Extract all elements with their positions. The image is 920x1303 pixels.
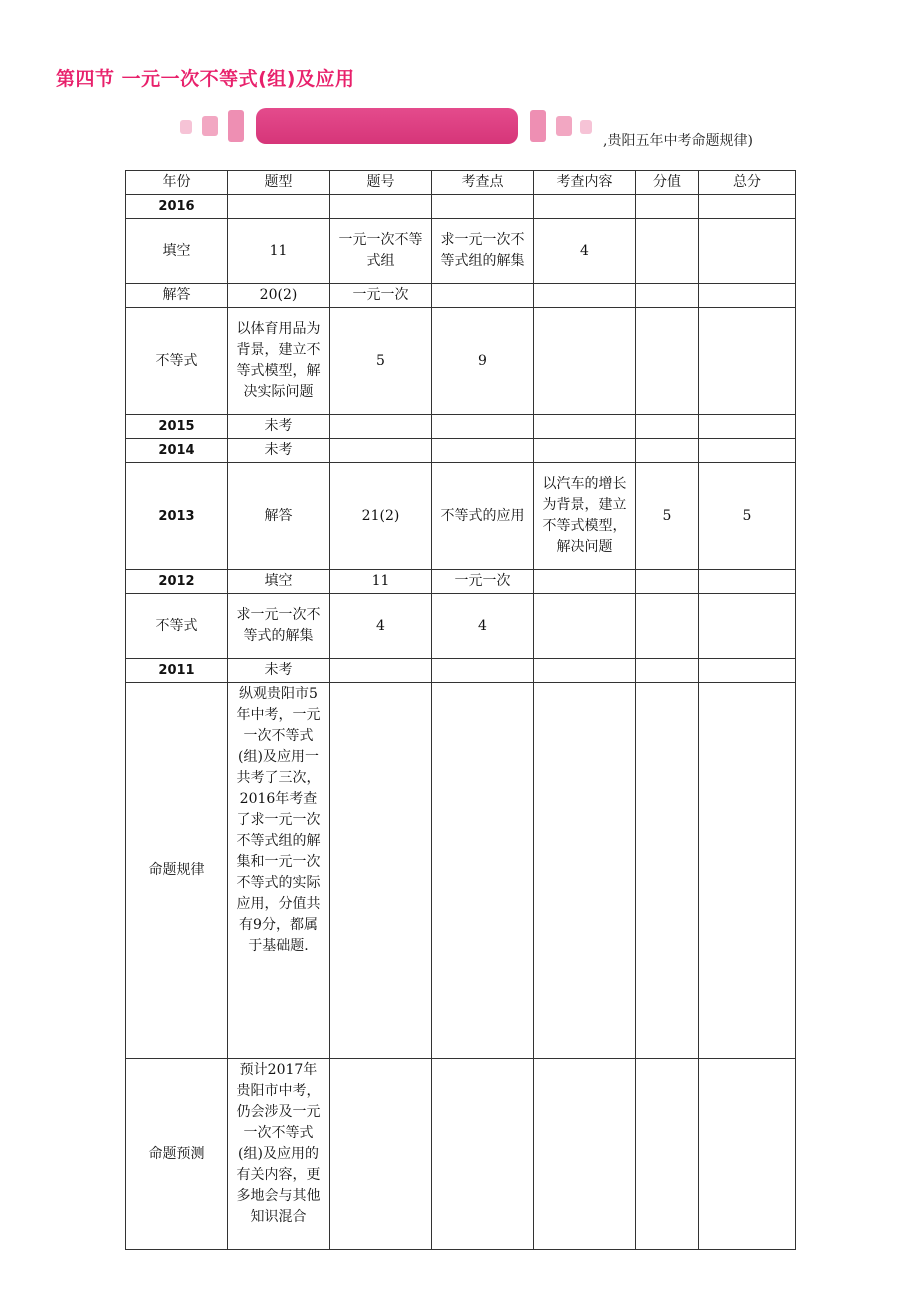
table-cell: 以汽车的增长为背景，建立不等式模型，解决问题 (534, 463, 636, 570)
table-cell (636, 284, 699, 308)
page-title: 第四节 一元一次不等式(组)及应用 (56, 68, 355, 90)
header-cell: 考查点 (432, 171, 534, 195)
table-row (126, 570, 796, 594)
table-cell: 不等式 (126, 308, 228, 415)
table-cell: 2013 (126, 463, 228, 570)
table-cell: 解答 (228, 463, 330, 570)
table-cell (432, 659, 534, 683)
table-cell (228, 195, 330, 219)
table-cell: 11 (330, 570, 432, 594)
table-row (126, 415, 796, 439)
table-row (126, 463, 796, 570)
table-cell (699, 284, 796, 308)
table-cell: 20(2) (228, 284, 330, 308)
table-cell (534, 195, 636, 219)
table-cell: 一元一次 (330, 284, 432, 308)
table-cell (432, 195, 534, 219)
table-cell: 4 (330, 594, 432, 659)
table-cell (636, 219, 699, 284)
table-cell: 5 (636, 463, 699, 570)
header-cell: 题型 (228, 171, 330, 195)
table-cell (699, 570, 796, 594)
table-cell (432, 439, 534, 463)
table-cell (636, 570, 699, 594)
table-cell (636, 415, 699, 439)
table-row (126, 308, 796, 415)
table-cell (534, 570, 636, 594)
table-cell (534, 439, 636, 463)
table-cell (699, 415, 796, 439)
banner-square (180, 120, 192, 134)
table-cell: 一元一次 (432, 570, 534, 594)
exam-table (125, 170, 796, 1250)
table-cell (699, 308, 796, 415)
header-cell: 考查内容 (534, 171, 636, 195)
table-cell (636, 439, 699, 463)
table-row (126, 284, 796, 308)
table-cell: 5 (330, 308, 432, 415)
table-cell: 2011 (126, 659, 228, 683)
table-row (126, 683, 796, 1059)
table-cell (432, 415, 534, 439)
table-cell (432, 683, 534, 1059)
table-cell (534, 1059, 636, 1250)
table-cell (534, 284, 636, 308)
table-cell: 未考 (228, 415, 330, 439)
table-cell (636, 683, 699, 1059)
table-cell (534, 415, 636, 439)
table-cell (699, 1059, 796, 1250)
table-cell (432, 1059, 534, 1250)
table-row (126, 1059, 796, 1250)
table-cell (432, 284, 534, 308)
table-cell (699, 594, 796, 659)
header-cell: 总分 (699, 171, 796, 195)
table-row (126, 439, 796, 463)
table-cell: 解答 (126, 284, 228, 308)
table-cell (330, 1059, 432, 1250)
table-cell (636, 1059, 699, 1250)
section-banner (176, 106, 596, 148)
table-cell (534, 308, 636, 415)
table-cell (636, 195, 699, 219)
table-cell (636, 659, 699, 683)
table-cell: 填空 (228, 570, 330, 594)
table-cell: 填空 (126, 219, 228, 284)
table-header-row (126, 171, 796, 195)
table-cell (330, 659, 432, 683)
header-cell: 分值 (636, 171, 699, 195)
table-row (126, 659, 796, 683)
table-cell: 未考 (228, 659, 330, 683)
table-cell (636, 308, 699, 415)
table-cell: 11 (228, 219, 330, 284)
table-cell: 求一元一次不等式的解集 (228, 594, 330, 659)
banner-square (530, 110, 546, 142)
table-cell (534, 594, 636, 659)
table-cell (330, 439, 432, 463)
banner-square (202, 116, 218, 136)
table-cell (699, 219, 796, 284)
table-cell: 不等式的应用 (432, 463, 534, 570)
banner-pill (256, 108, 518, 144)
table-cell: 预计2017年贵阳市中考，仍会涉及一元一次不等式(组)及应用的有关内容，更多地会与其他知识混合 (228, 1059, 330, 1250)
header-cell: 年份 (126, 171, 228, 195)
table-cell: 命题预测 (126, 1059, 228, 1250)
table-cell: 纵观贵阳市5年中考，一元一次不等式(组)及应用一共考了三次，2016年考查了求一元一次不等式组的解集和一元一次不等式的实际应用，分值共有9分，都属于基础题. (228, 683, 330, 1059)
table-cell (330, 415, 432, 439)
table-cell: 求一元一次不等式组的解集 (432, 219, 534, 284)
banner-square (556, 116, 572, 136)
table-cell: 不等式 (126, 594, 228, 659)
banner-square (580, 120, 592, 134)
table-cell (330, 195, 432, 219)
table-cell: 2016 (126, 195, 228, 219)
banner-caption: ,贵阳五年中考命题规律) (603, 133, 753, 149)
table-cell: 2014 (126, 439, 228, 463)
banner-square (228, 110, 244, 142)
table-cell: 9 (432, 308, 534, 415)
table-row (126, 195, 796, 219)
header-cell: 题号 (330, 171, 432, 195)
table-row (126, 219, 796, 284)
table-cell: 5 (699, 463, 796, 570)
table-cell: 以体育用品为背景，建立不等式模型，解决实际问题 (228, 308, 330, 415)
table-cell: 4 (432, 594, 534, 659)
table-cell (636, 594, 699, 659)
table-cell: 4 (534, 219, 636, 284)
table-row (126, 594, 796, 659)
table-cell: 2012 (126, 570, 228, 594)
table-cell (699, 659, 796, 683)
table-cell (699, 195, 796, 219)
table-cell (534, 683, 636, 1059)
table-cell (699, 683, 796, 1059)
table-cell: 命题规律 (126, 683, 228, 1059)
table-cell: 2015 (126, 415, 228, 439)
table-cell (699, 439, 796, 463)
table-cell: 21(2) (330, 463, 432, 570)
table-cell: 未考 (228, 439, 330, 463)
table-cell: 一元一次不等式组 (330, 219, 432, 284)
table-cell (330, 683, 432, 1059)
table-cell (534, 659, 636, 683)
